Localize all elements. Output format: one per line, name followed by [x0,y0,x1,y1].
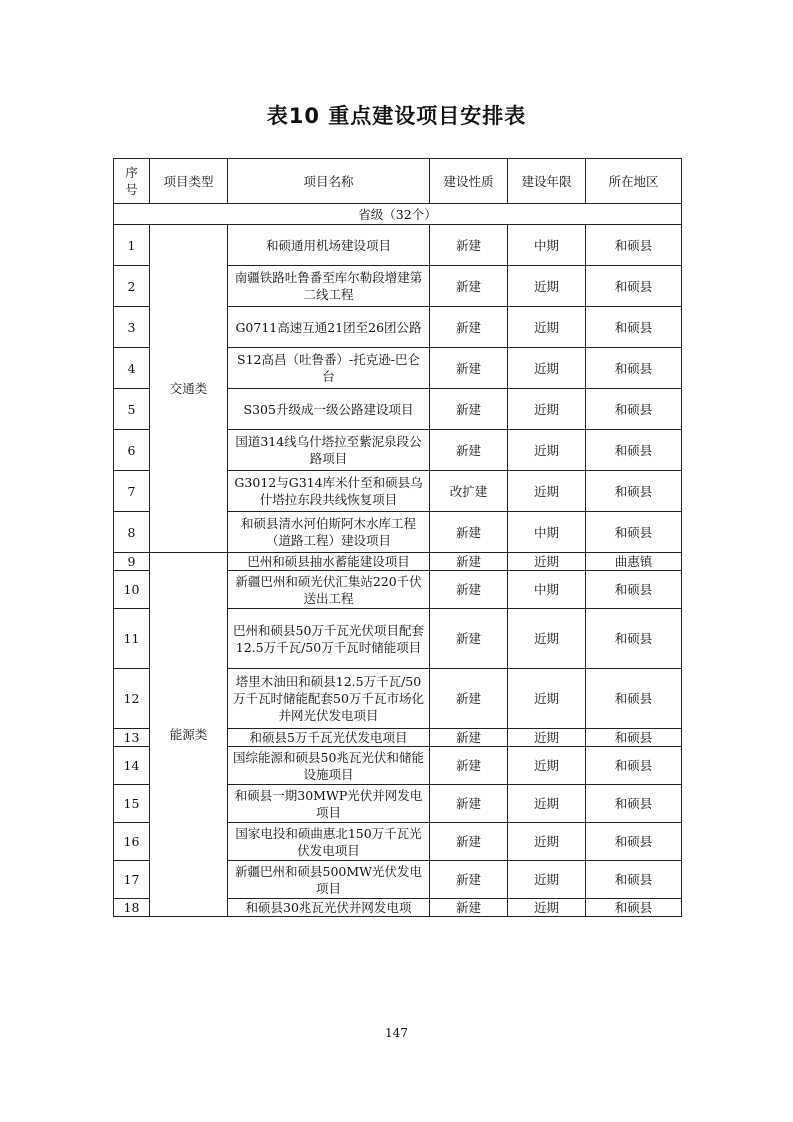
row-area: 和硕县 [586,225,682,266]
row-area: 和硕县 [586,266,682,307]
row-area: 和硕县 [586,729,682,747]
row-period: 近期 [508,823,586,861]
row-name: 南疆铁路吐鲁番至库尔勒段增建第二线工程 [228,266,430,307]
table-row [114,225,682,266]
row-period: 中期 [508,571,586,609]
row-name: G0711高速互通21团至26团公路 [228,307,430,348]
row-no: 15 [114,785,150,823]
row-nature: 新建 [430,899,508,917]
row-name: 巴州和硕县50万千瓦光伏项目配套12.5万千瓦/50万千瓦时储能项目 [228,609,430,669]
row-no: 9 [114,553,150,571]
row-nature: 新建 [430,747,508,785]
row-nature: 新建 [430,729,508,747]
row-period: 近期 [508,899,586,917]
row-period: 近期 [508,389,586,430]
row-nature: 新建 [430,512,508,553]
header-period: 建设年限 [508,159,586,204]
row-no: 4 [114,348,150,389]
row-name: 和硕通用机场建设项目 [228,225,430,266]
row-area: 和硕县 [586,571,682,609]
row-no: 11 [114,609,150,669]
section-label: 省级（32个） [114,204,682,225]
header-area: 所在地区 [586,159,682,204]
row-period: 近期 [508,747,586,785]
row-period: 近期 [508,729,586,747]
row-area: 和硕县 [586,307,682,348]
row-no: 18 [114,899,150,917]
row-area: 和硕县 [586,785,682,823]
row-period: 近期 [508,471,586,512]
row-name: 塔里木油田和硕县12.5万千瓦/50万千瓦时储能配套50万千瓦市场化并网光伏发电项目 [228,669,430,729]
header-type: 项目类型 [150,159,228,204]
header-no: 序号 [114,159,150,204]
row-name: 国综能源和硕县50兆瓦光伏和储能设施项目 [228,747,430,785]
row-nature: 新建 [430,609,508,669]
row-period: 近期 [508,861,586,899]
row-no: 14 [114,747,150,785]
row-period: 近期 [508,785,586,823]
row-no: 10 [114,571,150,609]
row-name: G3012与G314库米什至和硕县乌什塔拉东段共线恢复项目 [228,471,430,512]
row-no: 1 [114,225,150,266]
row-nature: 新建 [430,348,508,389]
row-no: 13 [114,729,150,747]
row-name: S305升级成一级公路建设项目 [228,389,430,430]
row-nature: 新建 [430,669,508,729]
projects-table [113,158,682,917]
row-name: 新疆巴州和硕县500MW光伏发电项目 [228,861,430,899]
row-area: 和硕县 [586,669,682,729]
row-nature: 新建 [430,389,508,430]
row-area: 和硕县 [586,747,682,785]
row-name: 国家电投和硕曲惠北150万千瓦光伏发电项目 [228,823,430,861]
row-nature: 新建 [430,553,508,571]
header-nature: 建设性质 [430,159,508,204]
row-no: 17 [114,861,150,899]
row-name: 和硕县30兆瓦光伏并网发电项 [228,899,430,917]
category-transport: 交通类 [150,225,228,553]
row-no: 2 [114,266,150,307]
row-area: 和硕县 [586,861,682,899]
row-period: 近期 [508,669,586,729]
page-number: 147 [385,1026,408,1040]
row-name: S12高昌（吐鲁番）-托克逊-巴仑台 [228,348,430,389]
row-name: 巴州和硕县抽水蓄能建设项目 [228,553,430,571]
row-period: 近期 [508,348,586,389]
row-nature: 新建 [430,266,508,307]
row-no: 5 [114,389,150,430]
row-period: 近期 [508,609,586,669]
table-row [114,553,682,571]
row-name: 国道314线乌什塔拉至紫泥泉段公路项目 [228,430,430,471]
row-nature: 新建 [430,785,508,823]
row-area: 和硕县 [586,348,682,389]
row-no: 8 [114,512,150,553]
row-nature: 新建 [430,430,508,471]
row-name: 新疆巴州和硕光伏汇集站220千伏送出工程 [228,571,430,609]
category-energy: 能源类 [150,553,228,917]
row-area: 和硕县 [586,430,682,471]
row-area: 和硕县 [586,899,682,917]
row-no: 3 [114,307,150,348]
header-name: 项目名称 [228,159,430,204]
row-name: 和硕县5万千瓦光伏发电项目 [228,729,430,747]
row-period: 近期 [508,266,586,307]
row-no: 12 [114,669,150,729]
row-no: 7 [114,471,150,512]
row-area: 和硕县 [586,389,682,430]
row-no: 16 [114,823,150,861]
row-period: 近期 [508,307,586,348]
row-nature: 新建 [430,571,508,609]
row-period: 中期 [508,225,586,266]
row-period: 中期 [508,512,586,553]
row-nature: 新建 [430,823,508,861]
page-title: 表10 重点建设项目安排表 [266,104,527,128]
row-area: 和硕县 [586,609,682,669]
row-nature: 新建 [430,225,508,266]
row-nature: 改扩建 [430,471,508,512]
row-no: 6 [114,430,150,471]
row-name: 和硕县清水河伯斯阿木水库工程（道路工程）建设项目 [228,512,430,553]
row-area: 和硕县 [586,471,682,512]
row-area: 曲惠镇 [586,553,682,571]
row-period: 近期 [508,553,586,571]
section-row [114,204,682,225]
row-nature: 新建 [430,861,508,899]
row-name: 和硕县一期30MWP光伏并网发电项目 [228,785,430,823]
row-area: 和硕县 [586,512,682,553]
row-area: 和硕县 [586,823,682,861]
row-period: 近期 [508,430,586,471]
row-nature: 新建 [430,307,508,348]
header-row [114,159,682,204]
